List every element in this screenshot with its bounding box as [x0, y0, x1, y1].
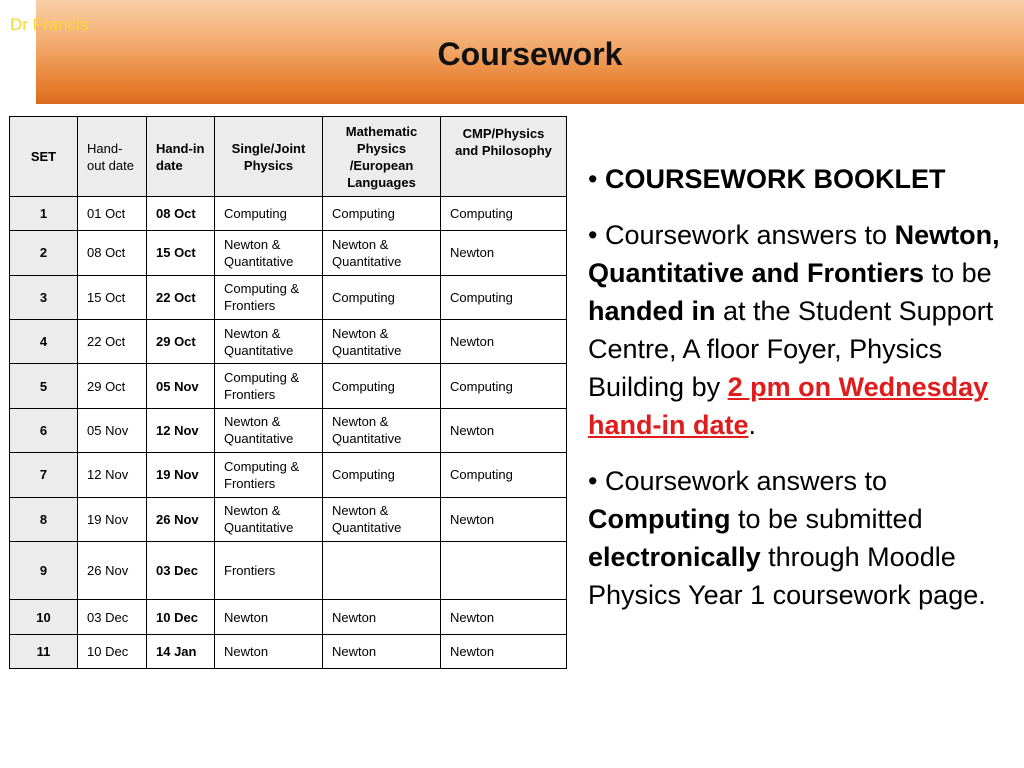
cell-mathematic-physics — [323, 541, 441, 599]
coursework-notes — [588, 160, 1018, 632]
table-row — [10, 600, 567, 634]
cell-hand-in-date: 15 Oct — [147, 231, 215, 275]
table-row — [10, 231, 567, 275]
bullet: • — [588, 164, 598, 194]
cell-mathematic-physics: Computing — [323, 364, 441, 408]
table-row — [10, 634, 567, 668]
table-row — [10, 453, 567, 497]
note-hand-in — [588, 216, 1018, 444]
deadline-highlight: 2 pm on Wednesday hand-in date — [588, 372, 989, 440]
bold-topics: Newton, Quantitative and Frontiers — [588, 220, 1000, 288]
text: to be — [924, 258, 992, 288]
cell-mathematic-physics: Newton & Quantitative — [323, 497, 441, 541]
cell-hand-in-date: 29 Oct — [147, 320, 215, 364]
cell-hand-in-date: 05 Nov — [147, 364, 215, 408]
cell-hand-in-date: 19 Nov — [147, 453, 215, 497]
text: through Moodle Physics Year 1 coursework page. — [588, 542, 986, 610]
bullet: • — [588, 220, 598, 250]
bold-handed-in: handed in — [588, 296, 716, 326]
cell-mathematic-physics: Newton — [323, 600, 441, 634]
cell-hand-out-date: 15 Oct — [78, 275, 147, 319]
cell-set: 10 — [10, 600, 78, 634]
cell-set: 2 — [10, 231, 78, 275]
cell-cmp-physics-philosophy: Newton — [441, 408, 567, 452]
cell-hand-in-date: 22 Oct — [147, 275, 215, 319]
table-row — [10, 497, 567, 541]
header-cmp-physics-philosophy: CMP/Physics and Philosophy — [441, 117, 567, 197]
cell-hand-out-date: 19 Nov — [78, 497, 147, 541]
cell-hand-out-date: 10 Dec — [78, 634, 147, 668]
cell-set: 7 — [10, 453, 78, 497]
cell-mathematic-physics: Computing — [323, 453, 441, 497]
header-hand-in-date: Hand-in date — [147, 117, 215, 197]
cell-cmp-physics-philosophy: Computing — [441, 364, 567, 408]
page-title: Coursework — [437, 36, 623, 72]
cell-hand-in-date: 03 Dec — [147, 541, 215, 599]
cell-mathematic-physics: Newton & Quantitative — [323, 231, 441, 275]
cell-hand-out-date: 03 Dec — [78, 600, 147, 634]
bullet: • — [588, 466, 598, 496]
table-row — [10, 364, 567, 408]
text: Coursework answers to — [604, 466, 888, 496]
cell-mathematic-physics: Computing — [323, 197, 441, 231]
table-row — [10, 275, 567, 319]
header-set: SET — [10, 117, 78, 197]
table-header-row — [10, 117, 567, 197]
cell-set: 4 — [10, 320, 78, 364]
cell-cmp-physics-philosophy: Newton — [441, 320, 567, 364]
cell-set: 8 — [10, 497, 78, 541]
cell-mathematic-physics: Newton & Quantitative — [323, 320, 441, 364]
cell-cmp-physics-philosophy: Newton — [441, 634, 567, 668]
cell-set: 1 — [10, 197, 78, 231]
cell-single-joint: Newton & Quantitative — [215, 231, 323, 275]
cell-set: 6 — [10, 408, 78, 452]
cell-cmp-physics-philosophy: Computing — [441, 275, 567, 319]
author-label: Dr Francis — [10, 15, 89, 34]
cell-single-joint: Newton & Quantitative — [215, 408, 323, 452]
cell-single-joint: Computing & Frontiers — [215, 275, 323, 319]
text: to be submitted — [730, 504, 923, 534]
cell-cmp-physics-philosophy: Newton — [441, 600, 567, 634]
cell-set: 5 — [10, 364, 78, 408]
cell-hand-out-date: 08 Oct — [78, 231, 147, 275]
cell-cmp-physics-philosophy: Computing — [441, 453, 567, 497]
booklet-heading: COURSEWORK BOOKLET — [604, 164, 946, 194]
text: . — [748, 410, 757, 440]
cell-cmp-physics-philosophy: Newton — [441, 497, 567, 541]
bold-computing: Computing — [588, 504, 731, 534]
coursework-schedule-table — [9, 116, 567, 669]
cell-single-joint: Newton — [215, 634, 323, 668]
cell-single-joint: Newton — [215, 600, 323, 634]
table-row — [10, 408, 567, 452]
cell-cmp-physics-philosophy — [441, 541, 567, 599]
cell-mathematic-physics: Computing — [323, 275, 441, 319]
cell-cmp-physics-philosophy: Newton — [441, 231, 567, 275]
cell-hand-out-date: 26 Nov — [78, 541, 147, 599]
cell-cmp-physics-philosophy: Computing — [441, 197, 567, 231]
cell-hand-in-date: 14 Jan — [147, 634, 215, 668]
header-single-joint-physics: Single/Joint Physics — [215, 117, 323, 197]
cell-hand-in-date: 08 Oct — [147, 197, 215, 231]
cell-single-joint: Computing — [215, 197, 323, 231]
text: at the Student Support Centre, A floor Foyer, Physics Building by — [588, 296, 994, 402]
table-row — [10, 197, 567, 231]
note-booklet — [588, 160, 1018, 198]
table-row — [10, 320, 567, 364]
cell-single-joint: Frontiers — [215, 541, 323, 599]
cell-single-joint: Computing & Frontiers — [215, 453, 323, 497]
cell-hand-in-date: 26 Nov — [147, 497, 215, 541]
cell-single-joint: Computing & Frontiers — [215, 364, 323, 408]
cell-mathematic-physics: Newton — [323, 634, 441, 668]
note-computing — [588, 462, 1018, 614]
cell-set: 9 — [10, 541, 78, 599]
cell-hand-in-date: 10 Dec — [147, 600, 215, 634]
cell-hand-out-date: 22 Oct — [78, 320, 147, 364]
header-hand-out-date: Hand-out date — [78, 117, 147, 197]
cell-set: 11 — [10, 634, 78, 668]
bold-electronically: electronically — [588, 542, 761, 572]
text: Coursework answers to — [604, 220, 895, 250]
cell-single-joint: Newton & Quantitative — [215, 320, 323, 364]
cell-set: 3 — [10, 275, 78, 319]
header-mathematic-physics: Mathematic Physics /European Languages — [323, 117, 441, 197]
table-row — [10, 541, 567, 599]
cell-hand-out-date: 01 Oct — [78, 197, 147, 231]
cell-hand-out-date: 12 Nov — [78, 453, 147, 497]
cell-hand-in-date: 12 Nov — [147, 408, 215, 452]
cell-hand-out-date: 29 Oct — [78, 364, 147, 408]
cell-single-joint: Newton & Quantitative — [215, 497, 323, 541]
cell-hand-out-date: 05 Nov — [78, 408, 147, 452]
cell-mathematic-physics: Newton & Quantitative — [323, 408, 441, 452]
